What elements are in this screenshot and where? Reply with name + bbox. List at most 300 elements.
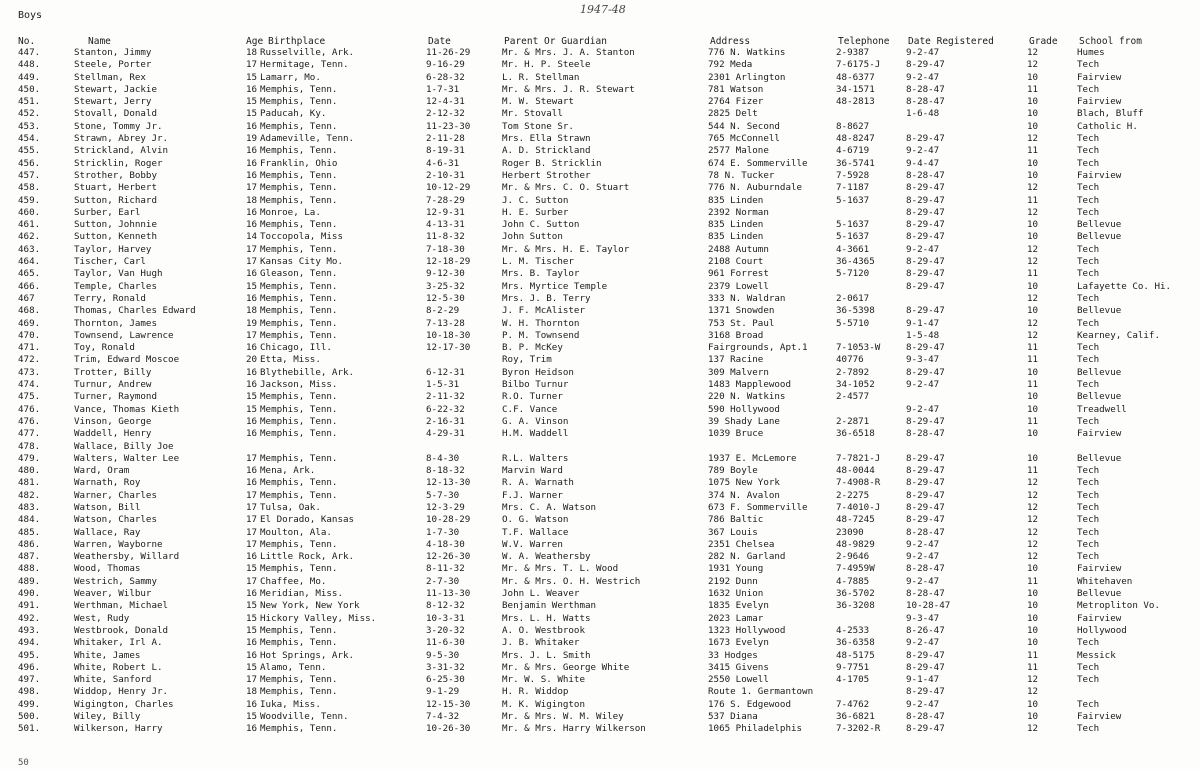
table-row: [0, 428, 1200, 440]
cell-entry-number: 497.: [18, 674, 41, 686]
cell-telephone: 5-1637: [836, 231, 870, 243]
cell-age: 17: [246, 329, 258, 341]
cell-birthplace: Iuka, Miss.: [260, 698, 321, 710]
table-row: [0, 391, 1200, 403]
cell-birthplace: Memphis, Tenn.: [260, 120, 338, 132]
cell-student-name: Taylor, Van Hugh: [74, 268, 163, 280]
cell-date-registered: 9-2-47: [906, 637, 940, 649]
cell-date-registered: 8-29-47: [906, 133, 945, 145]
cell-entry-number: 471.: [18, 342, 41, 354]
cell-student-name: Strother, Bobby: [74, 169, 157, 181]
cell-grade: 11: [1027, 194, 1039, 206]
cell-telephone: 7-4959W: [836, 563, 875, 575]
cell-school-from: Tech: [1077, 489, 1100, 501]
cell-age: 16: [246, 366, 258, 378]
cell-birth-date: 12-18-29: [426, 256, 471, 268]
cell-parent-guardian: Mr. & Mrs. W. M. Wiley: [502, 711, 624, 723]
cell-birthplace: Memphis, Tenn.: [260, 317, 338, 329]
cell-parent-guardian: Mrs. Ella Strawn: [502, 133, 591, 145]
cell-grade: 10: [1027, 711, 1039, 723]
cell-grade: 10: [1027, 428, 1039, 440]
cell-age: 17: [246, 243, 258, 255]
cell-school-from: Fairview: [1077, 711, 1122, 723]
cell-birth-date: 7-13-28: [426, 317, 465, 329]
cell-birth-date: 11-6-30: [426, 637, 465, 649]
cell-grade: 12: [1027, 256, 1039, 268]
cell-entry-number: 451.: [18, 96, 41, 108]
cell-age: 15: [246, 108, 258, 120]
cell-telephone: 48-9829: [836, 538, 875, 550]
table-row: [0, 244, 1200, 256]
cell-school-from: Tech: [1077, 723, 1100, 735]
cell-birthplace: Memphis, Tenn.: [260, 637, 338, 649]
cell-birth-date: 10-28-29: [426, 514, 471, 526]
cell-student-name: Watson, Charles: [74, 514, 157, 526]
cell-date-registered: 9-2-47: [906, 538, 940, 550]
cell-age: 16: [246, 292, 258, 304]
cell-date-registered: 1-6-48: [906, 108, 940, 120]
cell-telephone: 4-2533: [836, 624, 870, 636]
cell-telephone: 5-5710: [836, 317, 870, 329]
cell-telephone: 36-3208: [836, 600, 875, 612]
cell-age: 17: [246, 538, 258, 550]
table-row: [0, 268, 1200, 280]
cell-age: 17: [246, 256, 258, 268]
cell-birthplace: Blythebille, Ark.: [260, 366, 355, 378]
cell-date-registered: 8-29-47: [906, 501, 945, 513]
cell-address: 137 Racine: [708, 354, 764, 366]
cell-school-from: Bellevue: [1077, 305, 1122, 317]
cell-birth-date: 2-16-31: [426, 415, 465, 427]
cell-entry-number: 494.: [18, 637, 41, 649]
cell-birth-date: 2-11-32: [426, 391, 465, 403]
cell-birth-date: 6-22-32: [426, 403, 465, 415]
cell-telephone: 36-5741: [836, 157, 875, 169]
cell-birth-date: 12-3-29: [426, 501, 465, 513]
cell-birth-date: 6-12-31: [426, 366, 465, 378]
cell-telephone: 7-6175-J: [836, 59, 881, 71]
cell-date-registered: 9-4-47: [906, 157, 940, 169]
cell-entry-number: 456.: [18, 157, 41, 169]
cell-telephone: 7-1053-W: [836, 342, 881, 354]
cell-address: 1065 Philadelphis: [708, 723, 803, 735]
table-row: [0, 637, 1200, 649]
cell-address: 33 Hodges: [708, 649, 758, 661]
cell-grade: 12: [1027, 538, 1039, 550]
cell-grade: 11: [1027, 268, 1039, 280]
cell-telephone: 5-7120: [836, 268, 870, 280]
cell-address: 1483 Mapplewood: [708, 379, 791, 391]
table-row: [0, 563, 1200, 575]
cell-parent-guardian: Mr. & Mrs. J. R. Stewart: [502, 83, 635, 95]
cell-entry-number: 483.: [18, 501, 41, 513]
cell-address: 3168 Broad: [708, 329, 764, 341]
cell-parent-guardian: M. W. Stewart: [502, 96, 574, 108]
cell-grade: 10: [1027, 157, 1039, 169]
cell-birthplace: Jackson, Miss.: [260, 379, 338, 391]
cell-entry-number: 453.: [18, 120, 41, 132]
cell-entry-number: 490.: [18, 588, 41, 600]
cell-student-name: Stewart, Jackie: [74, 83, 157, 95]
page-number: 50: [18, 758, 29, 768]
cell-birthplace: Memphis, Tenn.: [260, 489, 338, 501]
cell-telephone: 4-3661: [836, 243, 870, 255]
cell-grade: 11: [1027, 415, 1039, 427]
cell-address: 2488 Autumn: [708, 243, 769, 255]
table-row: [0, 527, 1200, 539]
col-header-school-from: School from: [1079, 36, 1142, 47]
cell-parent-guardian: Marvin Ward: [502, 465, 563, 477]
cell-age: 16: [246, 428, 258, 440]
cell-entry-number: 473.: [18, 366, 41, 378]
cell-telephone: 9-7751: [836, 661, 870, 673]
cell-student-name: Wallace, Ray: [74, 526, 141, 538]
cell-address: 2351 Chelsea: [708, 538, 775, 550]
cell-parent-guardian: W. H. Thornton: [502, 317, 580, 329]
cell-birthplace: Lamarr, Mo.: [260, 71, 321, 83]
cell-school-from: Bellevue: [1077, 219, 1122, 231]
cell-age: 16: [246, 649, 258, 661]
cell-entry-number: 449.: [18, 71, 41, 83]
cell-parent-guardian: P. M. Townsend: [502, 329, 580, 341]
cell-school-from: Fairview: [1077, 96, 1122, 108]
cell-student-name: Vinson, George: [74, 415, 152, 427]
cell-date-registered: 8-28-47: [906, 588, 945, 600]
cell-address: 2825 Delt: [708, 108, 758, 120]
cell-birthplace: Memphis, Tenn.: [260, 624, 338, 636]
cell-age: 19: [246, 317, 258, 329]
cell-date-registered: 8-29-47: [906, 219, 945, 231]
cell-entry-number: 477.: [18, 428, 41, 440]
cell-student-name: Wood, Thomas: [74, 563, 141, 575]
cell-telephone: 2-2275: [836, 489, 870, 501]
cell-telephone: 7-7821-J: [836, 452, 881, 464]
cell-birthplace: Moulton, Ala.: [260, 526, 332, 538]
cell-student-name: Warnath, Roy: [74, 477, 141, 489]
cell-school-from: Tech: [1077, 465, 1100, 477]
cell-entry-number: 475.: [18, 391, 41, 403]
cell-student-name: Strickland, Alvin: [74, 145, 169, 157]
cell-school-from: Blach, Bluff: [1077, 108, 1144, 120]
cell-entry-number: 480.: [18, 465, 41, 477]
cell-age: 17: [246, 182, 258, 194]
col-header-no: No.: [18, 36, 36, 47]
table-row: [0, 711, 1200, 723]
table-row: [0, 281, 1200, 293]
cell-telephone: 36-5398: [836, 305, 875, 317]
cell-entry-number: 492.: [18, 612, 41, 624]
cell-school-from: Tech: [1077, 157, 1100, 169]
table-row: [0, 84, 1200, 96]
cell-grade: 12: [1027, 526, 1039, 538]
cell-parent-guardian: R. A. Warnath: [502, 477, 574, 489]
cell-parent-guardian: L. M. Tischer: [502, 256, 574, 268]
cell-age: 16: [246, 637, 258, 649]
cell-entry-number: 454.: [18, 133, 41, 145]
cell-telephone: 4-1705: [836, 674, 870, 686]
table-row: [0, 342, 1200, 354]
cell-date-registered: 8-29-47: [906, 231, 945, 243]
cell-birthplace: Paducah, Ky.: [260, 108, 327, 120]
cell-student-name: Temple, Charles: [74, 280, 157, 292]
cell-school-from: Fairview: [1077, 169, 1122, 181]
cell-school-from: Tech: [1077, 243, 1100, 255]
cell-entry-number: 447.: [18, 47, 41, 58]
cell-age: 18: [246, 194, 258, 206]
cell-age: 15: [246, 600, 258, 612]
cell-address: Fairgrounds, Apt.1: [708, 342, 808, 354]
cell-grade: 12: [1027, 206, 1039, 218]
cell-birth-date: 5-7-30: [426, 489, 460, 501]
cell-telephone: 2-0617: [836, 292, 870, 304]
cell-parent-guardian: Mrs. L. H. Watts: [502, 612, 591, 624]
cell-address: 2379 Lowell: [708, 280, 769, 292]
cell-address: 1323 Hollywood: [708, 624, 786, 636]
cell-school-from: Tech: [1077, 551, 1100, 563]
cell-student-name: West, Rudy: [74, 612, 130, 624]
col-header-address: Address: [710, 36, 751, 47]
cell-grade: 12: [1027, 243, 1039, 255]
cell-grade: 12: [1027, 674, 1039, 686]
col-header-parent: Parent Or Guardian: [504, 36, 607, 47]
cell-age: 16: [246, 379, 258, 391]
cell-date-registered: 8-28-47: [906, 428, 945, 440]
table-row: [0, 47, 1200, 59]
cell-student-name: Taylor, Harvey: [74, 243, 152, 255]
cell-parent-guardian: Mr. & Mrs. T. L. Wood: [502, 563, 619, 575]
cell-grade: 10: [1027, 305, 1039, 317]
cell-grade: 12: [1027, 477, 1039, 489]
cell-age: 18: [246, 47, 258, 58]
cell-birth-date: 8-4-30: [426, 452, 460, 464]
cell-grade: 12: [1027, 133, 1039, 145]
cell-grade: 10: [1027, 231, 1039, 243]
cell-birthplace: Memphis, Tenn.: [260, 403, 338, 415]
cell-date-registered: 9-3-47: [906, 354, 940, 366]
cell-age: 16: [246, 415, 258, 427]
cell-student-name: Wiley, Billy: [74, 711, 141, 723]
table-row: [0, 59, 1200, 71]
cell-birthplace: Memphis, Tenn.: [260, 182, 338, 194]
cell-parent-guardian: F.J. Warner: [502, 489, 563, 501]
cell-age: 15: [246, 711, 258, 723]
cell-school-from: Tech: [1077, 292, 1100, 304]
cell-date-registered: 8-26-47: [906, 624, 945, 636]
cell-student-name: Turnur, Andrew: [74, 379, 152, 391]
cell-date-registered: 8-29-47: [906, 194, 945, 206]
cell-birthplace: Memphis, Tenn.: [260, 452, 338, 464]
cell-school-from: Bellevue: [1077, 391, 1122, 403]
cell-parent-guardian: Mrs. J. L. Smith: [502, 649, 591, 661]
cell-birth-date: 2-7-30: [426, 575, 460, 587]
cell-telephone: 7-3202-R: [836, 723, 881, 735]
cell-entry-number: 461.: [18, 219, 41, 231]
cell-student-name: Stanton, Jimmy: [74, 47, 152, 58]
cell-student-name: Sutton, Richard: [74, 194, 157, 206]
cell-birthplace: Memphis, Tenn.: [260, 243, 338, 255]
cell-parent-guardian: B. P. McKey: [502, 342, 563, 354]
table-row: [0, 502, 1200, 514]
cell-parent-guardian: Mr. & Mrs. C. O. Stuart: [502, 182, 630, 194]
cell-parent-guardian: Mrs. C. A. Watson: [502, 501, 597, 513]
cell-student-name: Ward, Oram: [74, 465, 130, 477]
cell-student-name: Thornton, James: [74, 317, 157, 329]
cell-telephone: 7-4908-R: [836, 477, 881, 489]
cell-date-registered: 9-2-47: [906, 379, 940, 391]
cell-telephone: 36-5702: [836, 588, 875, 600]
cell-address: 2108 Court: [708, 256, 764, 268]
cell-birthplace: Memphis, Tenn.: [260, 329, 338, 341]
cell-student-name: Whitaker, Irl A.: [74, 637, 163, 649]
cell-entry-number: 486.: [18, 538, 41, 550]
cell-parent-guardian: R.L. Walters: [502, 452, 569, 464]
cell-birth-date: 10-12-29: [426, 182, 471, 194]
table-row: [0, 576, 1200, 588]
cell-birthplace: Alamo, Tenn.: [260, 661, 327, 673]
col-header-age: Age: [246, 36, 264, 47]
cell-school-from: Tech: [1077, 526, 1100, 538]
cell-age: 16: [246, 698, 258, 710]
cell-birth-date: 10-26-30: [426, 723, 471, 735]
cell-birth-date: 1-5-31: [426, 379, 460, 391]
cell-address: 2392 Norman: [708, 206, 769, 218]
cell-address: 220 N. Watkins: [708, 391, 786, 403]
cell-address: 789 Boyle: [708, 465, 758, 477]
cell-school-from: Fairview: [1077, 71, 1122, 83]
cell-entry-number: 470.: [18, 329, 41, 341]
cell-date-registered: 9-2-47: [906, 575, 940, 587]
cell-age: 16: [246, 268, 258, 280]
cell-telephone: 36-6518: [836, 428, 875, 440]
cell-entry-number: 458.: [18, 182, 41, 194]
table-row: [0, 145, 1200, 157]
cell-student-name: Stovall, Donald: [74, 108, 157, 120]
cell-student-name: Thomas, Charles Edward: [74, 305, 196, 317]
cell-birthplace: Memphis, Tenn.: [260, 83, 338, 95]
cell-birth-date: 2-11-28: [426, 133, 465, 145]
cell-age: 17: [246, 59, 258, 71]
cell-birthplace: Memphis, Tenn.: [260, 538, 338, 550]
cell-school-from: Humes: [1077, 47, 1105, 58]
table-row: [0, 600, 1200, 612]
cell-parent-guardian: Mr. W. S. White: [502, 674, 585, 686]
cell-parent-guardian: Bilbo Turnur: [502, 379, 569, 391]
cell-age: 16: [246, 145, 258, 157]
cell-grade: 10: [1027, 637, 1039, 649]
cell-age: 15: [246, 563, 258, 575]
cell-birthplace: Memphis, Tenn.: [260, 477, 338, 489]
cell-school-from: Tech: [1077, 133, 1100, 145]
cell-entry-number: 469.: [18, 317, 41, 329]
cell-birth-date: 12-5-30: [426, 292, 465, 304]
cell-parent-guardian: Mrs. B. Taylor: [502, 268, 580, 280]
cell-school-from: Tech: [1077, 342, 1100, 354]
cell-birth-date: 3-25-32: [426, 280, 465, 292]
cell-entry-number: 485.: [18, 526, 41, 538]
cell-age: 15: [246, 403, 258, 415]
cell-date-registered: 8-28-47: [906, 563, 945, 575]
cell-school-from: Tech: [1077, 698, 1100, 710]
cell-birthplace: Memphis, Tenn.: [260, 305, 338, 317]
cell-telephone: 5-1637: [836, 219, 870, 231]
cell-birth-date: 9-16-29: [426, 59, 465, 71]
table-row: [0, 723, 1200, 735]
cell-date-registered: 8-28-47: [906, 96, 945, 108]
cell-address: 786 Baltic: [708, 514, 764, 526]
cell-school-from: Treadwell: [1077, 403, 1127, 415]
cell-parent-guardian: H. E. Surber: [502, 206, 569, 218]
cell-school-from: Catholic H.: [1077, 120, 1138, 132]
cell-school-from: Bellevue: [1077, 231, 1122, 243]
cell-birth-date: 3-20-32: [426, 624, 465, 636]
cell-student-name: Surber, Earl: [74, 206, 141, 218]
cell-telephone: 7-4762: [836, 698, 870, 710]
cell-date-registered: 9-2-47: [906, 71, 940, 83]
cell-age: 16: [246, 83, 258, 95]
cell-school-from: Tech: [1077, 514, 1100, 526]
cell-telephone: 2-9387: [836, 47, 870, 58]
cell-address: 792 Meda: [708, 59, 753, 71]
cell-age: 16: [246, 120, 258, 132]
cell-student-name: Westbrook, Donald: [74, 624, 169, 636]
cell-parent-guardian: J. C. Sutton: [502, 194, 569, 206]
cell-grade: 11: [1027, 342, 1039, 354]
cell-school-from: Tech: [1077, 256, 1100, 268]
cell-age: 16: [246, 551, 258, 563]
cell-birth-date: 7-4-32: [426, 711, 460, 723]
table-row: [0, 465, 1200, 477]
table-row: [0, 625, 1200, 637]
cell-date-registered: 9-2-47: [906, 698, 940, 710]
cell-date-registered: 8-29-47: [906, 256, 945, 268]
table-row: [0, 293, 1200, 305]
cell-telephone: 5-1637: [836, 194, 870, 206]
table-row: [0, 650, 1200, 662]
cell-age: 15: [246, 71, 258, 83]
cell-entry-number: 448.: [18, 59, 41, 71]
cell-birth-date: 9-12-30: [426, 268, 465, 280]
cell-parent-guardian: A. O. Westbrook: [502, 624, 585, 636]
cell-entry-number: 466.: [18, 280, 41, 292]
table-row: [0, 613, 1200, 625]
cell-entry-number: 489.: [18, 575, 41, 587]
cell-entry-number: 467: [18, 292, 35, 304]
cell-address: 835 Linden: [708, 231, 764, 243]
cell-parent-guardian: John L. Weaver: [502, 588, 580, 600]
cell-address: 1835 Evelyn: [708, 600, 769, 612]
cell-address: 1371 Snowden: [708, 305, 775, 317]
cell-grade: 10: [1027, 96, 1039, 108]
cell-birthplace: Gleason, Tenn.: [260, 268, 338, 280]
cell-parent-guardian: A. D. Strickland: [502, 145, 591, 157]
cell-school-from: Tech: [1077, 194, 1100, 206]
cell-telephone: 48-5175: [836, 649, 875, 661]
cell-age: 17: [246, 514, 258, 526]
cell-school-from: Tech: [1077, 661, 1100, 673]
cell-entry-number: 474.: [18, 379, 41, 391]
cell-birthplace: Toccopola, Miss: [260, 231, 343, 243]
cell-student-name: Sutton, Kenneth: [74, 231, 157, 243]
cell-student-name: White, Sanford: [74, 674, 152, 686]
cell-parent-guardian: J. B. Whitaker: [502, 637, 580, 649]
cell-student-name: Walters, Walter Lee: [74, 452, 180, 464]
cell-school-from: Tech: [1077, 83, 1100, 95]
cell-date-registered: 8-29-47: [906, 268, 945, 280]
cell-date-registered: 8-28-47: [906, 526, 945, 538]
cell-student-name: Tischer, Carl: [74, 256, 146, 268]
cell-entry-number: 463.: [18, 243, 41, 255]
col-header-date-registered: Date Registered: [908, 36, 994, 47]
